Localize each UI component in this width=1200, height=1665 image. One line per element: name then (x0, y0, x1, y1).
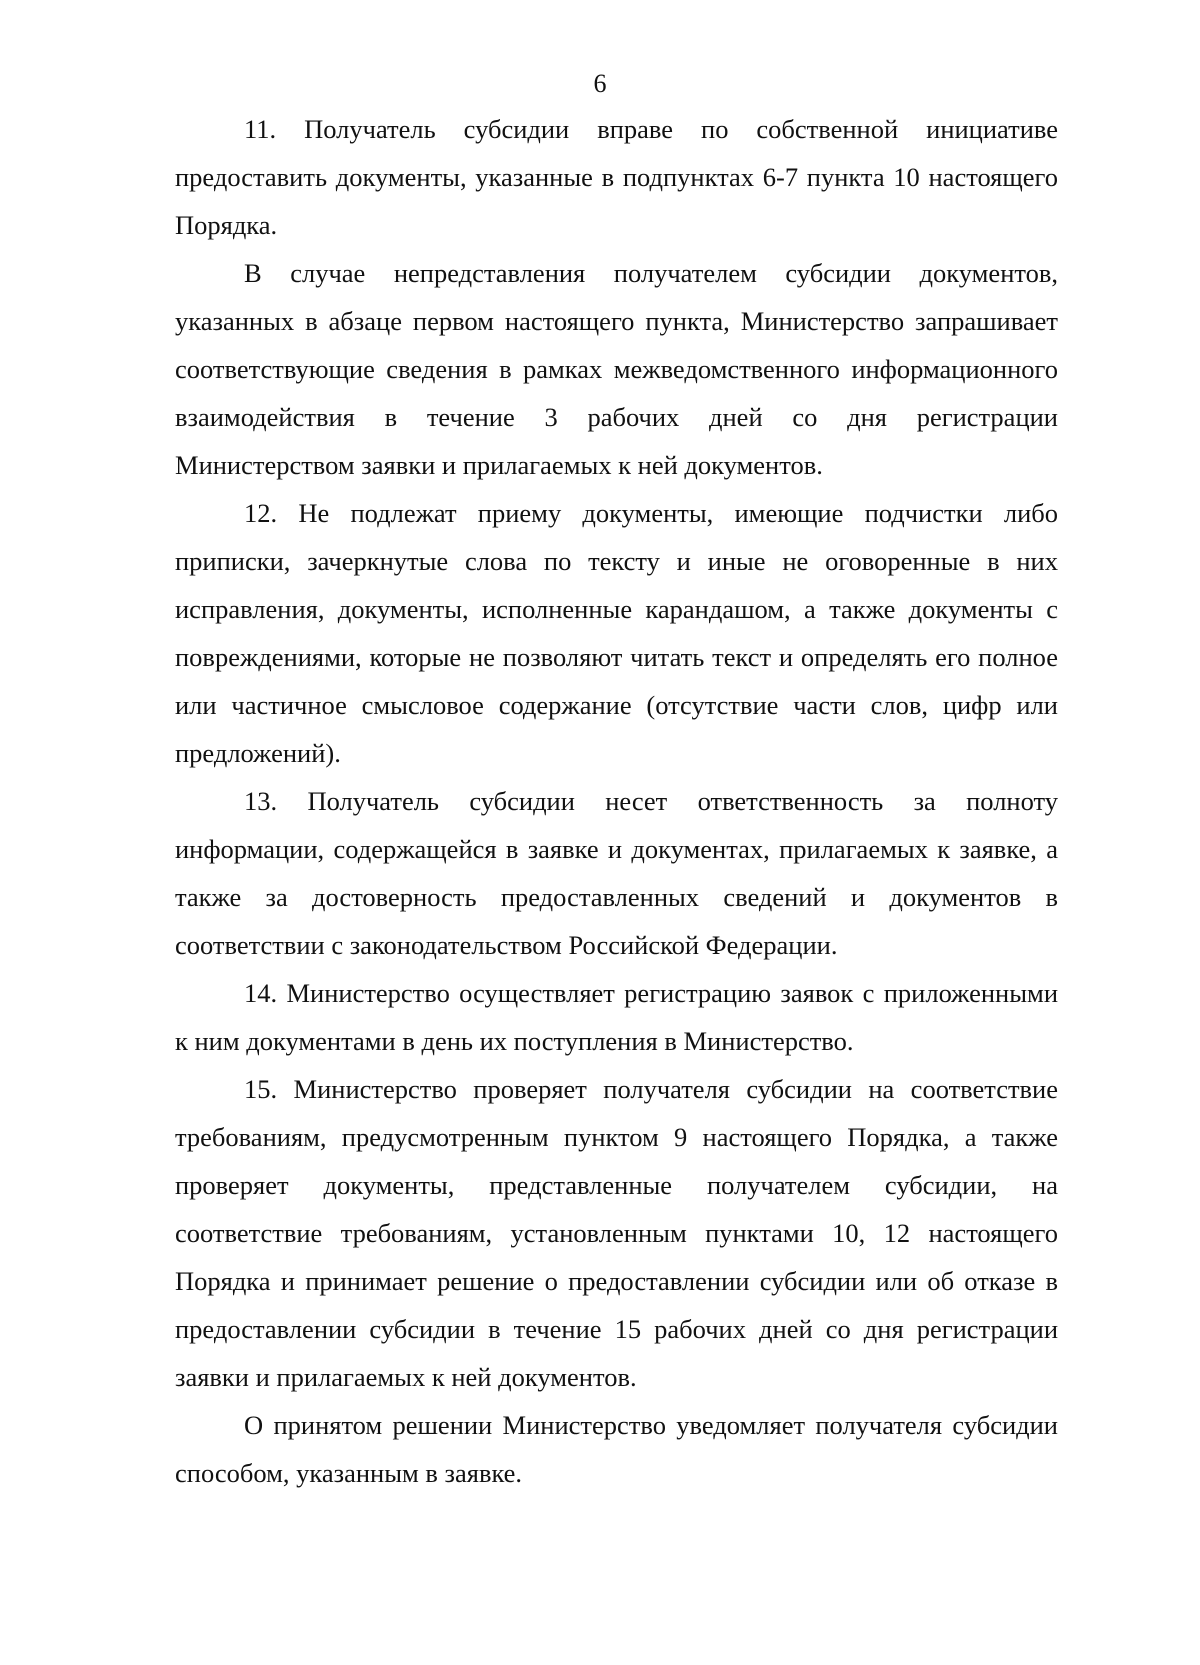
paragraph-11: 11. Получатель субсидии вправе по собственной инициативе предоставить документы, указанные в подпунктах 6-7 пункта 10 настоящего Порядка. (175, 114, 1058, 240)
paragraph-12: 12. Не подлежат приему документы, имеющие подчистки либо приписки, зачеркнутые слова по тексту и иные не оговоренные в них исправления, документы, исполненные карандашом, а также документы с повреждениями, которые не позволяют читать текст и определять его полное или частичное смысловое содержание (отсутствие части слов, цифр или предложений). (175, 498, 1058, 768)
paragraph-15: 15. Министерство проверяет получателя субсидии на соответствие требованиям, предусмотренным пунктом 9 настоящего Порядка, а также проверяет документы, представленные получателем субсидии, на соответствие требованиям, установленным пунктами 10, 12 настоящего Порядка и принимает решение о предоставлении субсидии или об отказе в предоставлении субсидии в течение 15 рабочих дней со дня регистрации заявки и прилагаемых к ней документов. (175, 1074, 1058, 1392)
page-number: 6 (593, 69, 607, 98)
paragraph-11-second: В случае непредставления получателем субсидии документов, указанных в абзаце первом настоящего пункта, Министерство запрашивает соответствующие сведения в рамках межведомственного информационного взаимодействия в течение 3 рабочих дней со дня регистрации Министерством заявки и прилагаемых к ней документов. (175, 258, 1058, 480)
document-body (175, 105, 1058, 1497)
paragraph-13: 13. Получатель субсидии несет ответственность за полноту информации, содержащейся в заявке и документах, прилагаемых к заявке, а также за достоверность предоставленных сведений и документов в соответствии с законодательством Российской Федерации. (175, 786, 1058, 960)
paragraph-14: 14. Министерство осуществляет регистрацию заявок с приложенными к ним документами в день их поступления в Министерство. (175, 978, 1058, 1056)
paragraph-15-second: О принятом решении Министерство уведомляет получателя субсидии способом, указанным в заявке. (175, 1410, 1058, 1488)
